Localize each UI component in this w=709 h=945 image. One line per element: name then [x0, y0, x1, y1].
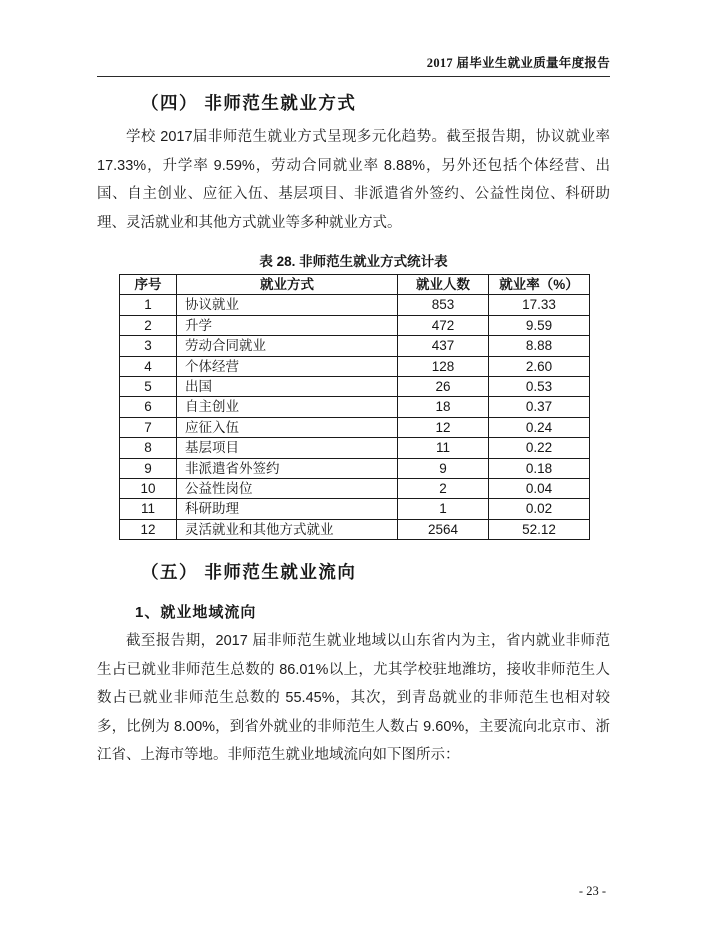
table-cell: 128	[398, 356, 489, 376]
section5-subheading: 1、就业地域流向	[135, 604, 257, 622]
table-cell: 9	[120, 458, 177, 478]
table-cell: 9	[398, 458, 489, 478]
section4-heading: （四） 非师范生就业方式	[141, 93, 357, 113]
table-cell: 853	[398, 295, 489, 315]
section4-paragraph: 学校 2017届非师范生就业方式呈现多元化趋势。截至报告期，协议就业率 17.33%，升学率 9.59%，劳动合同就业率 8.88%，另外还包括个体经营、出国、自主创业、应征入伍、基层项目、非派遣省外签约、公益性岗位、科研助理、灵活就业和其他方式就业等多种就业方式。	[97, 129, 610, 231]
table-cell: 5	[120, 377, 177, 397]
table-cell: 0.22	[489, 438, 590, 458]
table-cell: 11	[120, 499, 177, 519]
table-row	[120, 458, 590, 478]
table-cell: 12	[120, 519, 177, 539]
table-row	[120, 336, 590, 356]
table-cell: 26	[398, 377, 489, 397]
table-cell: 自主创业	[177, 397, 398, 417]
table-cell: 12	[398, 417, 489, 437]
table-row	[120, 499, 590, 519]
table-cell: 472	[398, 315, 489, 335]
table-cell: 52.12	[489, 519, 590, 539]
table-cell: 4	[120, 356, 177, 376]
table-row	[120, 377, 590, 397]
table-cell: 0.24	[489, 417, 590, 437]
table-cell: 0.04	[489, 479, 590, 499]
table-cell: 2.60	[489, 356, 590, 376]
column-header: 就业率（%）	[489, 275, 590, 295]
table-row	[120, 356, 590, 376]
table-cell: 2	[120, 315, 177, 335]
table-cell: 应征入伍	[177, 417, 398, 437]
table-cell: 科研助理	[177, 499, 398, 519]
column-header: 序号	[120, 275, 177, 295]
table-row	[120, 315, 590, 335]
table-cell: 1	[120, 295, 177, 315]
column-header: 就业方式	[177, 275, 398, 295]
table-row	[120, 519, 590, 539]
table-cell: 11	[398, 438, 489, 458]
table-row	[120, 438, 590, 458]
table-cell: 个体经营	[177, 356, 398, 376]
page-footer	[97, 884, 606, 899]
page-header-title: 2017 届毕业生就业质量年度报告	[426, 56, 610, 70]
table-cell: 0.53	[489, 377, 590, 397]
table-row	[120, 479, 590, 499]
employment-method-table	[119, 274, 590, 540]
table-cell: 10	[120, 479, 177, 499]
section5-heading: （五） 非师范生就业流向	[141, 562, 357, 583]
table-cell: 基层项目	[177, 438, 398, 458]
table-cell: 2564	[398, 519, 489, 539]
table-cell: 0.18	[489, 458, 590, 478]
table-body	[120, 295, 590, 540]
table-row	[120, 295, 590, 315]
column-header: 就业人数	[398, 275, 489, 295]
table-cell: 6	[120, 397, 177, 417]
table-cell: 8	[120, 438, 177, 458]
table-cell: 灵活就业和其他方式就业	[177, 519, 398, 539]
table-cell: 8.88	[489, 336, 590, 356]
table-row	[120, 397, 590, 417]
table-cell: 7	[120, 417, 177, 437]
table-cell: 0.02	[489, 499, 590, 519]
table-cell: 出国	[177, 377, 398, 397]
table-cell: 升学	[177, 315, 398, 335]
table-cell: 437	[398, 336, 489, 356]
table-cell: 协议就业	[177, 295, 398, 315]
table-cell: 17.33	[489, 295, 590, 315]
table-cell: 劳动合同就业	[177, 336, 398, 356]
page-content	[97, 0, 610, 770]
table-caption: 表 28. 非师范生就业方式统计表	[259, 254, 448, 269]
table-cell: 9.59	[489, 315, 590, 335]
table-cell: 2	[398, 479, 489, 499]
table-cell: 公益性岗位	[177, 479, 398, 499]
table-header-row	[120, 275, 590, 295]
table-cell: 18	[398, 397, 489, 417]
page-number: - 23 -	[578, 884, 606, 898]
section5-paragraph: 截至报告期，2017 届非师范生就业地域以山东省内为主，省内就业非师范生占已就业非师范生总数的 86.01%以上，尤其学校驻地潍坊，接收非师范生人数占已就业非师范生总数的 55.45%，其次，到青岛就业的非师范生也相对较多，比例为 8.00%，到省外就业的非师范生人数占 9.60%，主要流向北京市、浙江省、上海市等地。非师范生就业地域流向如下图所示：	[97, 633, 610, 764]
table-cell: 3	[120, 336, 177, 356]
page-header	[97, 0, 610, 77]
table-cell: 非派遣省外签约	[177, 458, 398, 478]
table-cell: 1	[398, 499, 489, 519]
table-row	[120, 417, 590, 437]
table-cell: 0.37	[489, 397, 590, 417]
